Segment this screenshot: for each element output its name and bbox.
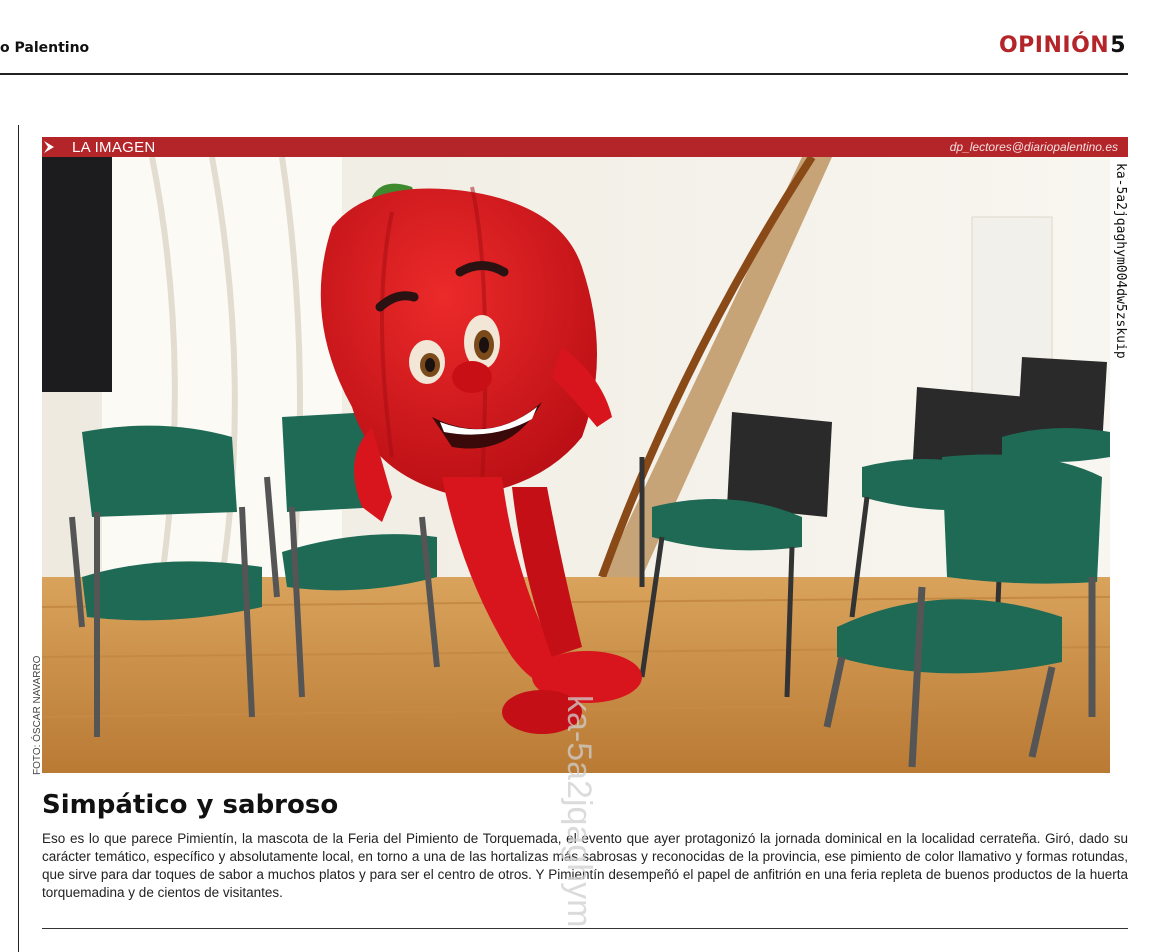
section-heading [999, 33, 1126, 58]
band-label: LA IMAGEN [72, 139, 156, 156]
section-band [42, 137, 1128, 157]
side-code: ka-5a2jqaghym004dw5zskuip [1113, 163, 1128, 359]
column-rule [18, 125, 19, 952]
photo-credit: FOTO: ÓSCAR NAVARRO [32, 655, 43, 775]
header-rule [0, 73, 1128, 75]
newspaper-name: o Palentino [0, 40, 90, 56]
mascot-photo [42, 157, 1110, 773]
article-headline: Simpático y sabroso [42, 790, 339, 820]
page-number: 5 [1110, 33, 1126, 58]
article-body: Eso es lo que parece Pimientín, la mascota de la Feria del Pimiento de Torquemada, el evento que ayer protagonizó la jornada dominical en la localidad cerrateña. Giró, dado su carácter temático, específico y absolutamente local, en torno a una de las hortalizas más sabrosas y reconocidas de la provincia, ese pimiento de color llamativo y formas rotundas, que sirve para dar toques de sabor a muchos platos y para ser el centro de otros. Y Pimientín desempeñó el papel de anfitrión en una feria repleta de buenos productos de la huerta torquemadina y de cientos de visitantes. [42, 831, 1128, 900]
contact-email: dp_lectores@diariopalentino.es [949, 140, 1118, 154]
section-label: OPINIÓN [998, 33, 1110, 58]
page-header [0, 0, 1170, 76]
bottom-rule [42, 928, 1128, 929]
watermark-text: ka-5a2jqaghym [560, 695, 598, 928]
